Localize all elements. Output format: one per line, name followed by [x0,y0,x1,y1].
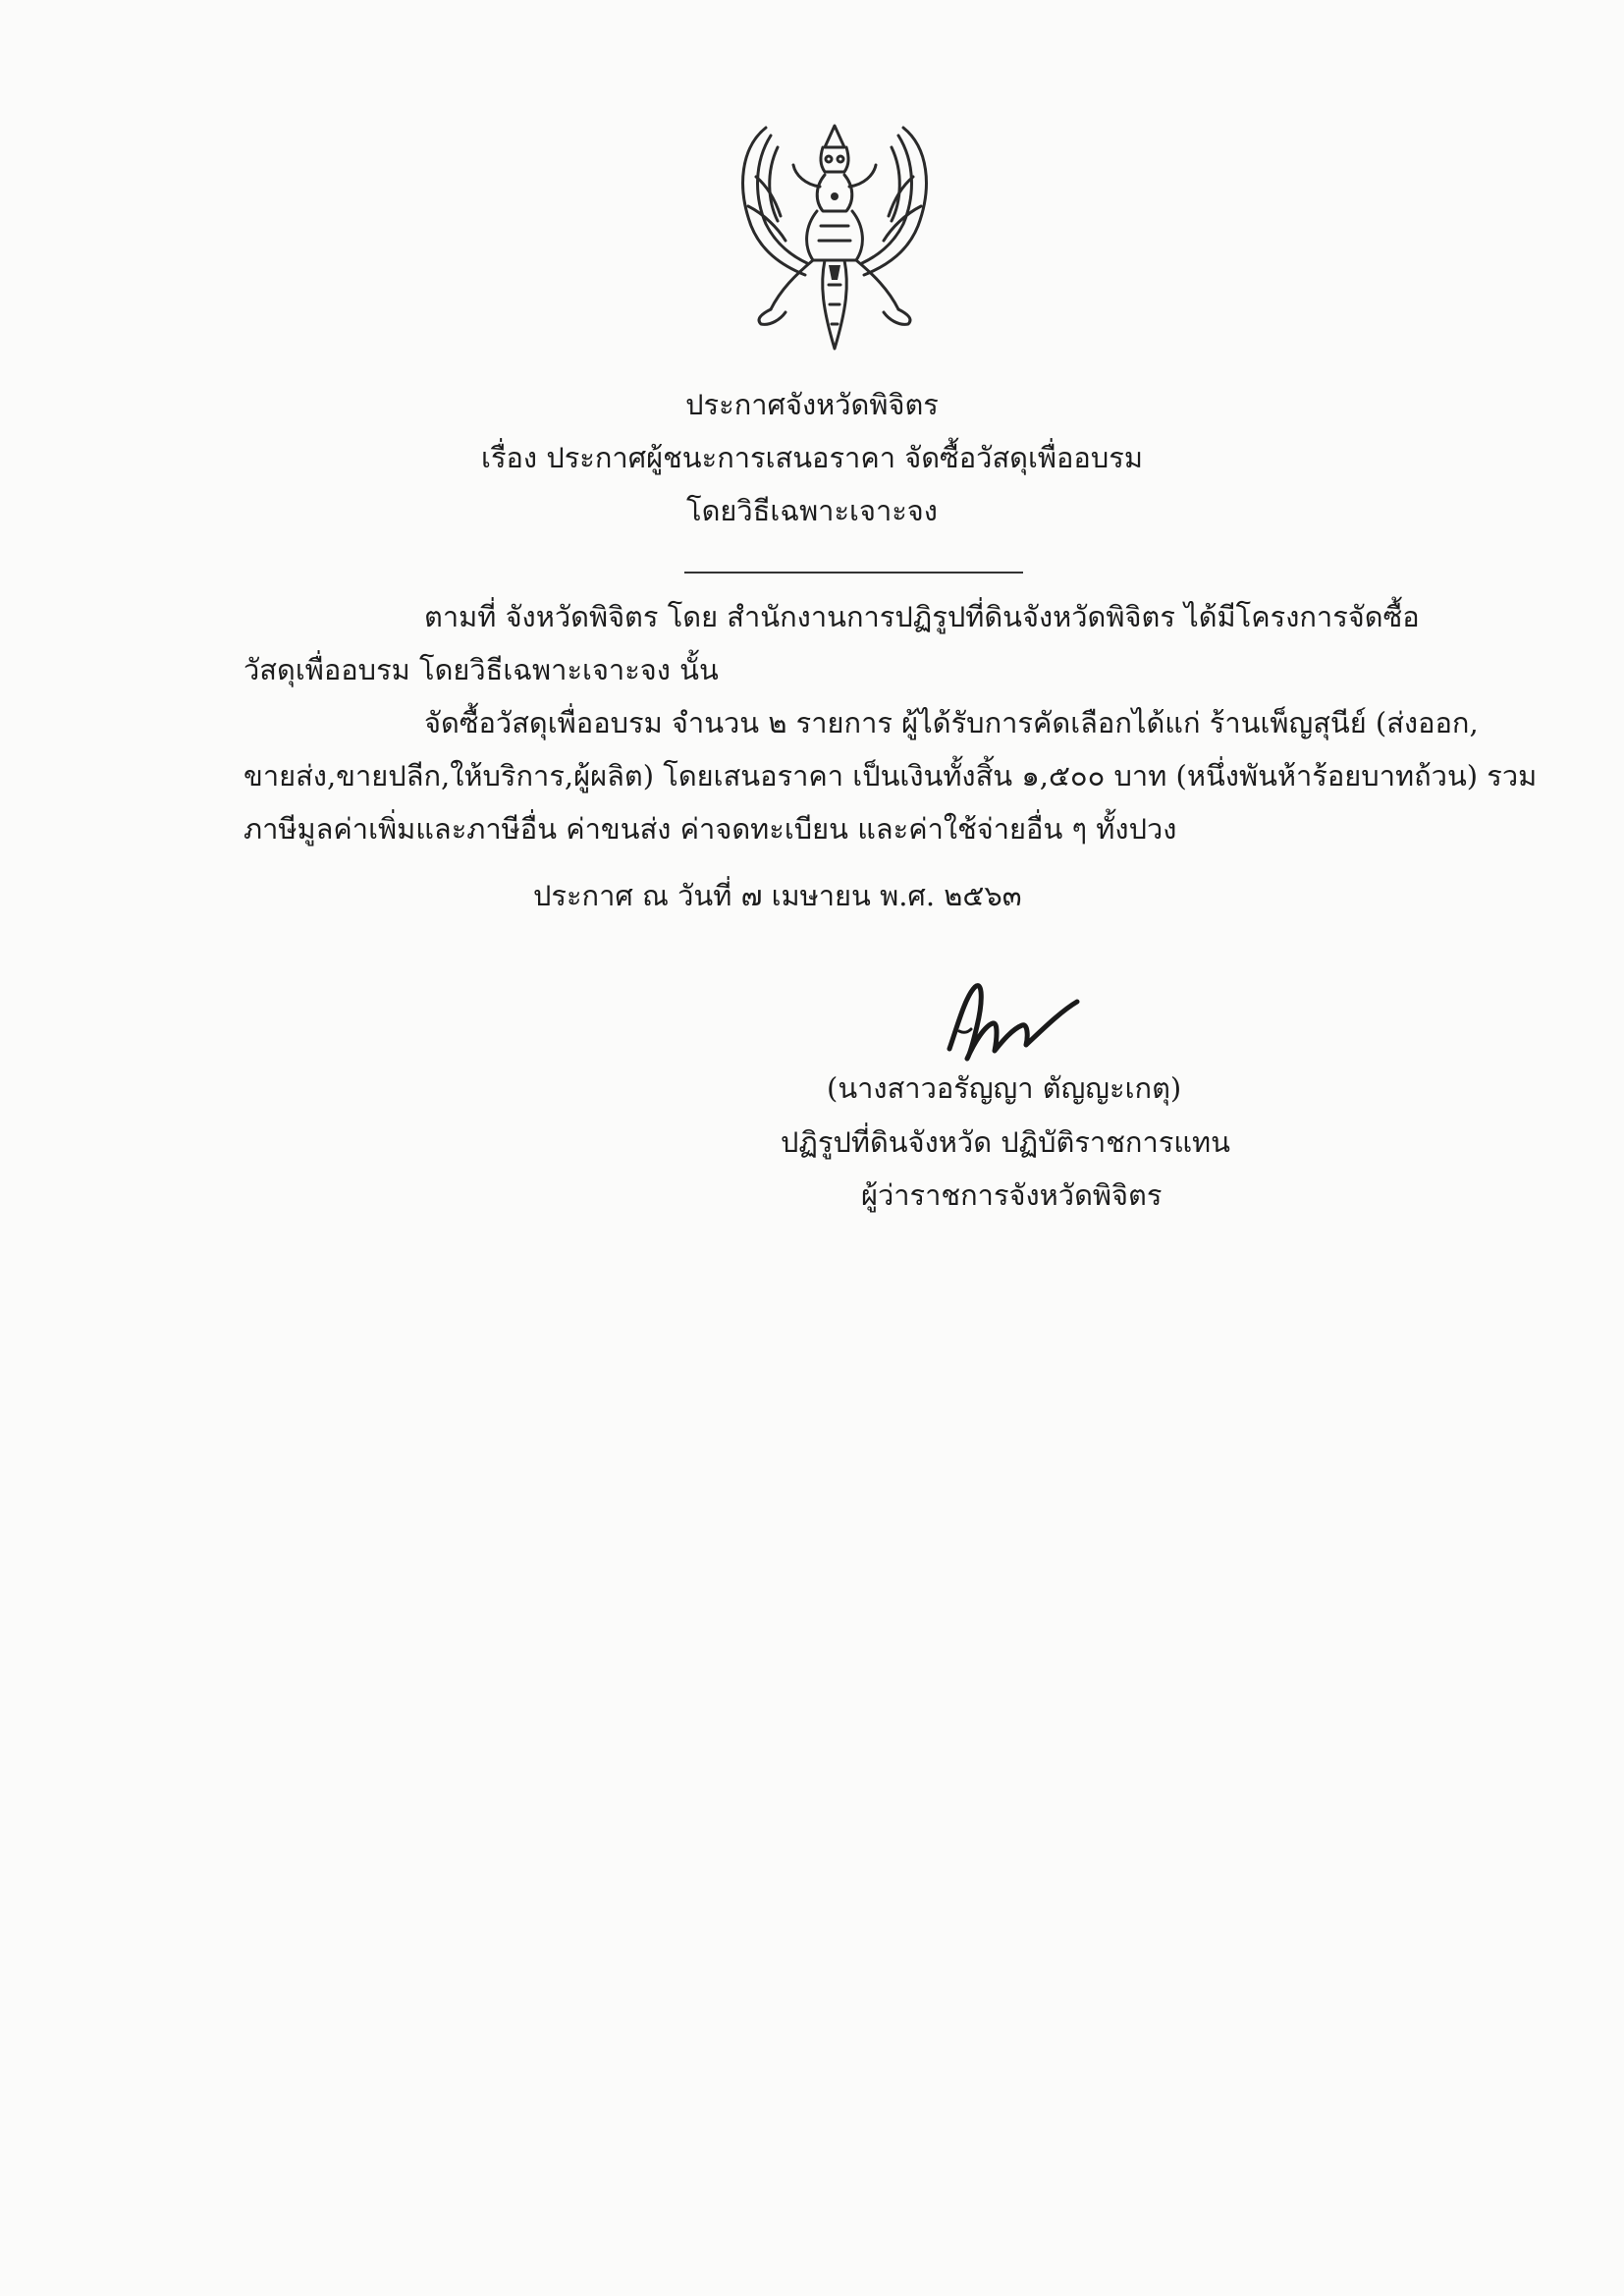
paragraph-1-line-1: ตามที่ จังหวัดพิจิตร โดย สำนักงานการปฏิรูปที่ดินจังหวัดพิจิตร ได้มีโครงการจัดซื้อ [424,600,1420,633]
paragraph-1-line-2: วัสดุเพื่ออบรม โดยวิธีเฉพาะเจาะจง นั้น [244,653,719,686]
paragraph-2-line-1: จัดซื้อวัสดุเพื่ออบรม จำนวน ๒ รายการ ผู้ได้รับการคัดเลือกได้แก่ ร้านเพ็ญสุนีย์ (ส่งออก, [424,706,1479,739]
announcement-title: ประกาศจังหวัดพิจิตร [685,388,939,421]
header-divider [684,572,1023,574]
signatory-authority: ผู้ว่าราชการจังหวัดพิจิตร [861,1178,1163,1212]
signatory-name: (นางสาวอรัญญา ตัญญะเกตุ) [827,1071,1182,1105]
signatory-position: ปฏิรูปที่ดินจังหวัด ปฏิบัติราชการแทน [781,1125,1230,1159]
handwritten-signature [938,972,1085,1070]
garuda-emblem-icon [727,118,943,358]
paragraph-2-line-3: ภาษีมูลค่าเพิ่มและภาษีอื่น ค่าขนส่ง ค่าจดทะเบียน และค่าใช้จ่ายอื่น ๆ ทั้งปวง [244,812,1177,846]
announcement-subject-line2: โดยวิธีเฉพาะเจาะจง [686,494,938,527]
announcement-date: ประกาศ ณ วันที่ ๗ เมษายน พ.ศ. ๒๕๖๓ [533,879,1022,912]
paragraph-2-line-2: ขายส่ง,ขายปลีก,ให้บริการ,ผู้ผลิต) โดยเสนอราคา เป็นเงินทั้งสิ้น ๑,๕๐๐ บาท (หนึ่งพันห้าร้อยบาทถ้วน) รวม [244,759,1538,793]
announcement-subject: เรื่อง ประกาศผู้ชนะการเสนอราคา จัดซื้อวัสดุเพื่ออบรม [481,441,1143,474]
